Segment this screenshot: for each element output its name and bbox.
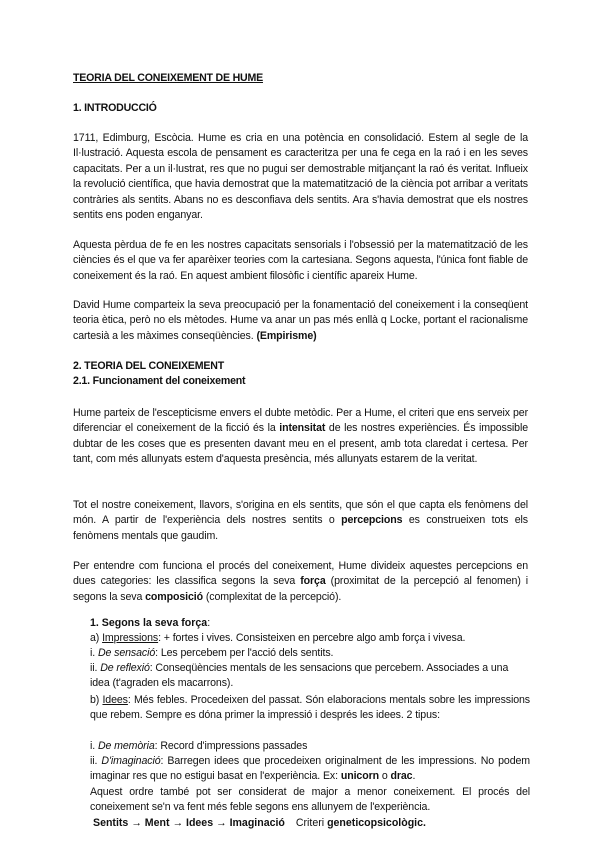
percepcions-term: percepcions xyxy=(341,514,403,527)
intro-paragraph-1: 1711, Edimburg, Escòcia. Hume es cria en una potència en consolidació. Estem al segle de la Il·lustració. Aquesta escola de pensament es caracteritza per una fe cega en la raó i en les seves capacitats. Per a un il·lustrat, res que no pugui ser demostrable mitjançant la raó és veritat. Influeix la revolució científica, que havia demostrat que la matematització de la ciència pot arribar a veritats contràries als sentits. Abans no es desconfiava dels sentits. Ara s'havia demostrat que els nostres sentits ens poden enganyar. xyxy=(73,132,528,222)
p2-text-c: es construeixen tots els fenòmens mentals que gaudim. xyxy=(73,514,528,542)
list-item-impressions xyxy=(90,631,530,646)
knowledge-chain xyxy=(93,816,533,831)
list-heading xyxy=(90,616,530,631)
p2-text-a: Tot el nostre coneixement, llavors, s'origina en els sentits, que són el que capta els fenòmens del món. A partir de l'experiència dels nostres sentits o xyxy=(73,499,528,527)
reflexio-text: : Conseqüències mentals de les sensacions que percebem. Associades a una idea (t'agraden els macarrons). xyxy=(90,662,509,690)
section-2-paragraph-2 xyxy=(73,498,528,544)
list-item-reflexio xyxy=(90,661,530,692)
sensacio-text: : Les percebem per l'acció dels sentits. xyxy=(155,647,334,659)
composicio-term: composició xyxy=(145,590,203,603)
intensitat-term: intensitat xyxy=(279,422,326,435)
list-item-imaginacio xyxy=(90,754,530,785)
section-2-paragraph-3 xyxy=(73,559,528,605)
section-2-paragraph-1 xyxy=(73,406,528,468)
p1-text-c: de les nostres experiències. És impossible dubtar de les coses que es presenten davant meu en el present, amb tota claredat i certesa. Per tant, com més allunyats estem d'aquesta presència, més allunyats estarem de la veritat. xyxy=(73,422,529,466)
list-heading-text: 1. Segons la seva força xyxy=(90,617,208,629)
section-2-1-heading: 2.1. Funcionament del coneixement xyxy=(73,375,246,387)
p1-text-a: Hume parteix de l'escepticisme envers el dubte metòdic. Per a Hume, el criteri que ens serveix per diferenciar el coneixement de la ficció és la xyxy=(73,407,528,435)
drac-example: drac xyxy=(390,770,413,783)
imaginacio-text: : Barregen idees que procedeixen originalment de les impressions. No podem imaginar res que no estigui basat en l'experiència. Ex: xyxy=(90,755,531,783)
p3-text-e: (complexitat de la percepció). xyxy=(205,590,342,603)
p3-text-c: (proximitat de la percepció al fenomen) i segons la seva xyxy=(73,575,529,603)
impressions-term: Impressions xyxy=(102,632,159,644)
list-item-memoria xyxy=(90,739,530,754)
item-a-i-prefix: i. xyxy=(90,647,96,659)
item-a-ii-prefix: ii. xyxy=(90,662,98,674)
item-a-prefix: a) xyxy=(90,632,100,644)
memoria-text: : Record d'impressions passades xyxy=(154,740,308,752)
imaginacio-or: o xyxy=(381,770,388,783)
section-2-heading: 2. TEORIA DEL CONEIXEMENT xyxy=(73,360,224,372)
list-item-sensacio xyxy=(90,646,530,661)
intro-paragraph-3 xyxy=(73,298,528,344)
idees-text: : Més febles. Procedeixen del passat. Són elaboracions mentals sobre les impressions que rebem. Sempre es dóna primer la impressió i després les idees. 2 tipus: xyxy=(90,694,531,722)
idees-term: Idees xyxy=(102,694,128,706)
criteria-label: Criteri xyxy=(295,817,325,829)
memoria-term: De memòria xyxy=(97,740,155,752)
forca-term: força xyxy=(300,575,326,588)
order-paragraph: Aquest ordre també pot ser considerat de major a menor coneixement. El procés del coneixement se'n va fent més feble segons ens allunyem de l'experiència. xyxy=(90,786,530,814)
intro-p3-text: David Hume comparteix la seva preocupació per la fonamentació del coneixement i la conseqüent teoria ètica, però no els mètodes. Hume va anar un pas més enllà q Locke, portant el racionalisme cartesià a les màximes conseqüències. xyxy=(73,299,528,342)
sensacio-term: De sensació xyxy=(97,647,156,659)
criteria-value: geneticopsicològic. xyxy=(327,817,426,829)
p3-text-a: Per entendre com funciona el procés del coneixement, Hume divideix aquestes percepcions en dues categories: les classifica segons la seva xyxy=(73,560,528,588)
chain-sequence: Sentits → Ment → Idees → Imaginació xyxy=(93,817,285,829)
list-heading-colon: : xyxy=(207,617,211,629)
intro-paragraph-2: Aquesta pèrdua de fe en les nostres capacitats sensorials i l'obsessió per la matematització de les ciències és el que va fer aparèixer teories com la cartesiana. Segons aquesta, l'única font fiable de coneixement és la raó. En aquest ambient filosòfic i científic apareix Hume. xyxy=(73,239,528,282)
item-b-i-prefix: i. xyxy=(90,740,96,752)
unicorn-example: unicorn xyxy=(340,770,379,783)
reflexio-term: De reflexió xyxy=(100,662,150,674)
impressions-text: : + fortes i vives. Consisteixen en percebre algo amb força i vivesa. xyxy=(158,632,466,644)
section-1-heading: 1. INTRODUCCIÓ xyxy=(73,102,157,114)
item-b-prefix: b) xyxy=(90,694,100,706)
empirisme-label: (Empirisme) xyxy=(256,329,317,342)
document-title: TEORIA DEL CONEIXEMENT DE HUME xyxy=(73,72,263,84)
item-b-ii-prefix: ii. xyxy=(90,755,98,767)
imaginacio-term: D'imaginació xyxy=(101,755,161,767)
imaginacio-end: . xyxy=(412,770,416,783)
list-item-idees xyxy=(90,693,530,724)
